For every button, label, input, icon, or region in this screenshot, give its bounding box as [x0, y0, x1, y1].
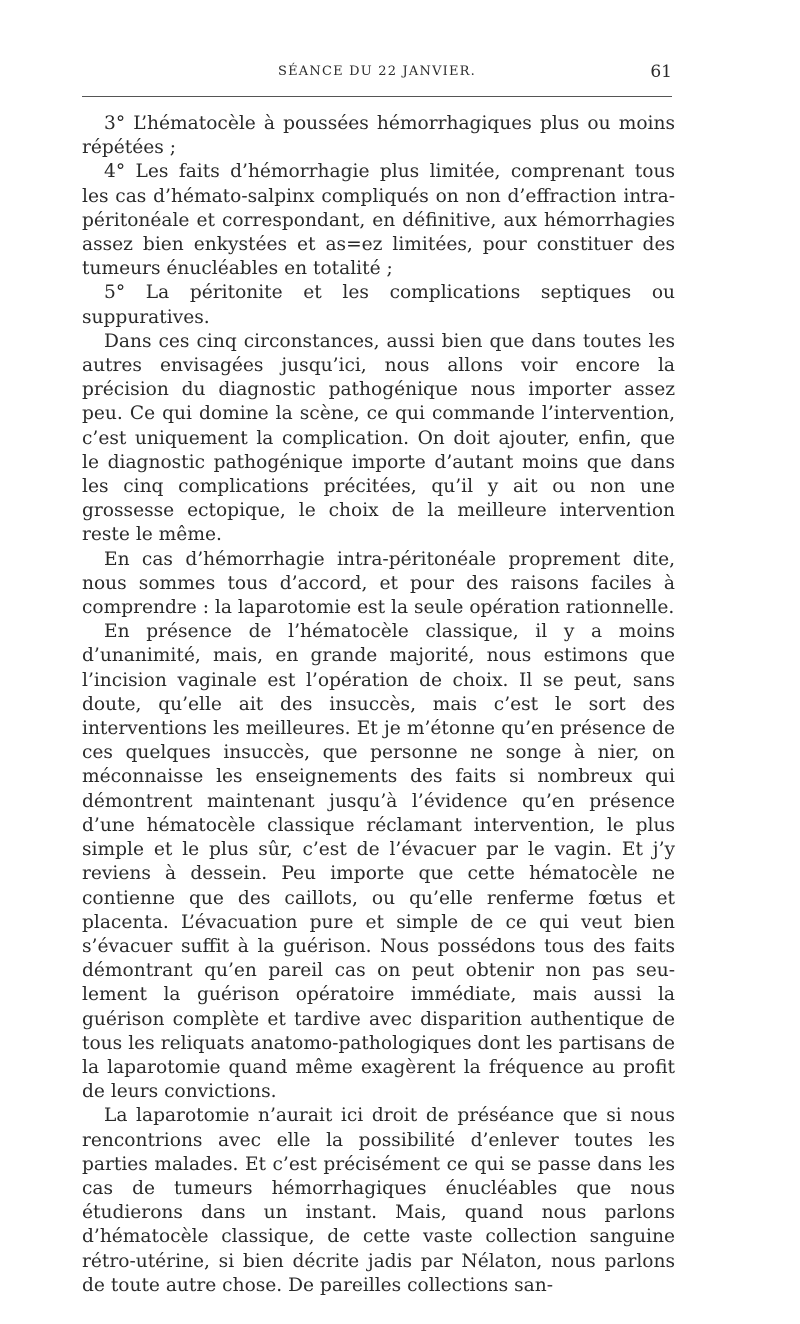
paragraph: Dans ces cinq circonstances, aussi bien que dans toutes les autres envisagées jusqu’ici, nous allons voir encore la précision du diagnostic pathogénique nous importer assez peu. Ce qui domine la scène, ce qui commande l’intervention, c’est uniquement la complication. On doit ajouter, enfin, que le diagnostic pathogénique importe d’autant moins que dans les cinq complications précitées, qu’il y ait ou non une grossesse ectopique, le choix de la meilleure intervention reste le même.: [82, 330, 675, 546]
running-title: SÉANCE DU 22 JANVIER.: [277, 64, 477, 79]
paragraph: En présence de l’hématocèle classique, il y a moins d’unanimité, mais, en grande majorité, nous estimons que l’incision vaginale est l’opération de choix. Il se peut, sans doute, qu’elle ait des insuccès, mais c’est le sort des interventions les meilleures. Et je m’étonne qu’en présence de ces quelques insuccès, que personne ne songe à nier, on méconnaisse les enseignements des faits si nombreux qui démontrent maintenant jusqu’à l’évidence qu’en présence d’une hématocèle classique réclamant intervention, le plus simple et le plus sûr, c’est de l’évacuer par le vagin. Et j’y reviens à dessein. Peu importe que cette hématocèle ne contienne que des caillots, ou qu’elle renferme fœtus et placenta. L’évacuation pure et simple de ce qui veut bien s’évacuer suffit à la guérison. Nous possédons tous des faits démontrant qu’en pareil cas on peut obtenir non pas seulement la guérison opératoire immédiate, mais aussi la guérison complète et tardive avec disparition authentique de tous les reliquats anatomo-pathologiques dont les partisans de la laparotomie quand même exagèrent la fréquence au profit de leurs convictions.: [82, 621, 675, 1103]
paragraph: 3° L’hématocèle à poussées hémorrhagiques plus ou moins répétées ;: [82, 113, 675, 159]
paragraph: La laparotomie n’aurait ici droit de préséance que si nous rencontrions avec elle la possibilité d’enlever toutes les parties malades. Et c’est précisément ce qui se passe dans les cas de tumeurs hémorrhagiques énucléables que nous étudierons dans un instant. Mais, quand nous parlons d’hématocèle classique, de cette vaste collection sanguine rétro-utérine, si bien décrite jadis par Nélaton, nous parlons de toute autre chose. De pareilles collections san-: [82, 1105, 675, 1296]
running-head: [82, 62, 672, 84]
header-rule: [82, 96, 672, 97]
paragraph: En cas d’hémorrhagie intra-péritonéale proprement dite, nous sommes tous d’accord, et pour des raisons faciles à comprendre : la laparotomie est la seule opération rationnelle.: [82, 548, 675, 619]
paragraph: 5° La péritonite et les complications septiques ou suppuratives.: [82, 282, 675, 328]
body-text: [82, 112, 675, 1298]
page-number: 61: [650, 62, 672, 82]
paragraph: 4° Les faits d’hémorrhagie plus limitée, comprenant tous les cas d’hémato-salpinx compliqués on non d’effraction intra-péritonéale et correspondant, en définitive, aux hémorrhagies assez bien enkystées et as=ez limitées, pour constituer des tumeurs énucléables en totalité ;: [82, 161, 675, 280]
